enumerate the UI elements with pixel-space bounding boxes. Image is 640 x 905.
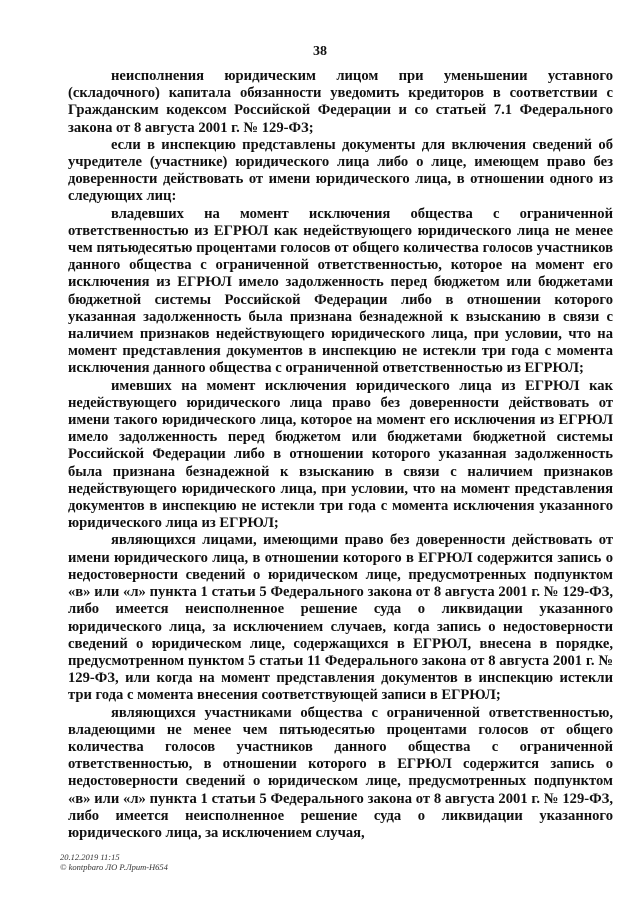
paragraph-authorized-persons: являющихся лицами, имеющими право без доверенности действовать от имени юридического лица, в отношении которого в ЕГРЮЛ содержится запись о недостоверности сведений о юридическом лице, предусмотренных подпунктом «в» или «л» пункта 1 статьи 5 Федерального закона от 8 августа 2001 г. № 129-ФЗ, либо имеется неисполненное решение суда о ликвидации указанного юридического лица, за исключением случаев, когда запись о недостоверности сведений о юридическом лице, содержащихся в ЕГРЮЛ, внесена в порядке, предусмотренном пунктом 5 статьи 11 Федерального закона от 8 августа 2001 г. № 129-ФЗ, или когда на момент представления документов в инспекцию истекли три года с момента внесения соответствующей записи в ЕГРЮЛ; — [68, 532, 613, 704]
paragraph-owners: владевших на момент исключения общества с ограниченной ответственностью из ЕГРЮЛ как недействующего юридического лица не менее чем пятьюдесятью процентами голосов от общего количества голосов участников данного общества с ограниченной ответственностью, которое на момент его исключения из ЕГРЮЛ имело задолженность перед бюджетом или бюджетами бюджетной системы Российской Федерации либо в отношении которого указанная задолженность была признана безнадежной к взысканию в связи с наличием признаков недействующего юридического лица, при условии, что на момент представления документов в инспекцию не истекли три года с момента исключения данного общества с ограниченной ответственностью из ЕГРЮЛ; — [68, 205, 613, 377]
footer-system-stamp: © kontpbaro ЛО Р.Лрит-Н654 — [60, 862, 168, 872]
paragraph-continuation: неисполнения юридическим лицом при уменьшении уставного (складочного) капитала обязанности уведомить кредиторов в соответствии с Гражданским кодексом Российской Федерации и со статьей 7.1 Федерального закона от 8 августа 2001 г. № 129-ФЗ; — [68, 68, 613, 136]
paragraph-managers: имевших на момент исключения юридического лица из ЕГРЮЛ как недействующего юридического лица право без доверенности действовать от имени такого юридического лица, которое на момент его исключения из ЕГРЮЛ имело задолженность перед бюджетом или бюджетами бюджетной системы Российской Федерации либо в отношении которого указанная задолженность была признана безнадежной к взысканию в связи с наличием признаков недействующего юридического лица, при условии, что на момент представления документов в инспекцию не истекли три года с момента исключения указанного юридического лица из ЕГРЮЛ; — [68, 377, 613, 532]
page-number: 38 — [313, 44, 327, 59]
paragraph-condition: если в инспекцию представлены документы для включения сведений об учредителе (участнике) юридического лица либо о лице, имеющем право без доверенности действовать от имени юридического лица, в отношении одного из следующих лиц: — [68, 136, 613, 205]
paragraph-participants: являющихся участниками общества с ограниченной ответственностью, владеющими не менее чем пятьюдесятью процентами голосов от общего количества голосов участников данного общества с ограниченной ответственностью, в отношении которого в ЕГРЮЛ содержится запись о недостоверности сведений о юридическом лице, предусмотренных подпунктом «в» или «л» пункта 1 статьи 5 Федерального закона от 8 августа 2001 г. № 129-ФЗ, либо имеется неисполненное решение суда о ликвидации указанного юридического лица, за исключением случая, — [68, 704, 613, 841]
document-body — [68, 68, 613, 842]
print-footer — [60, 852, 168, 872]
footer-datetime: 20.12.2019 11:15 — [60, 852, 120, 862]
